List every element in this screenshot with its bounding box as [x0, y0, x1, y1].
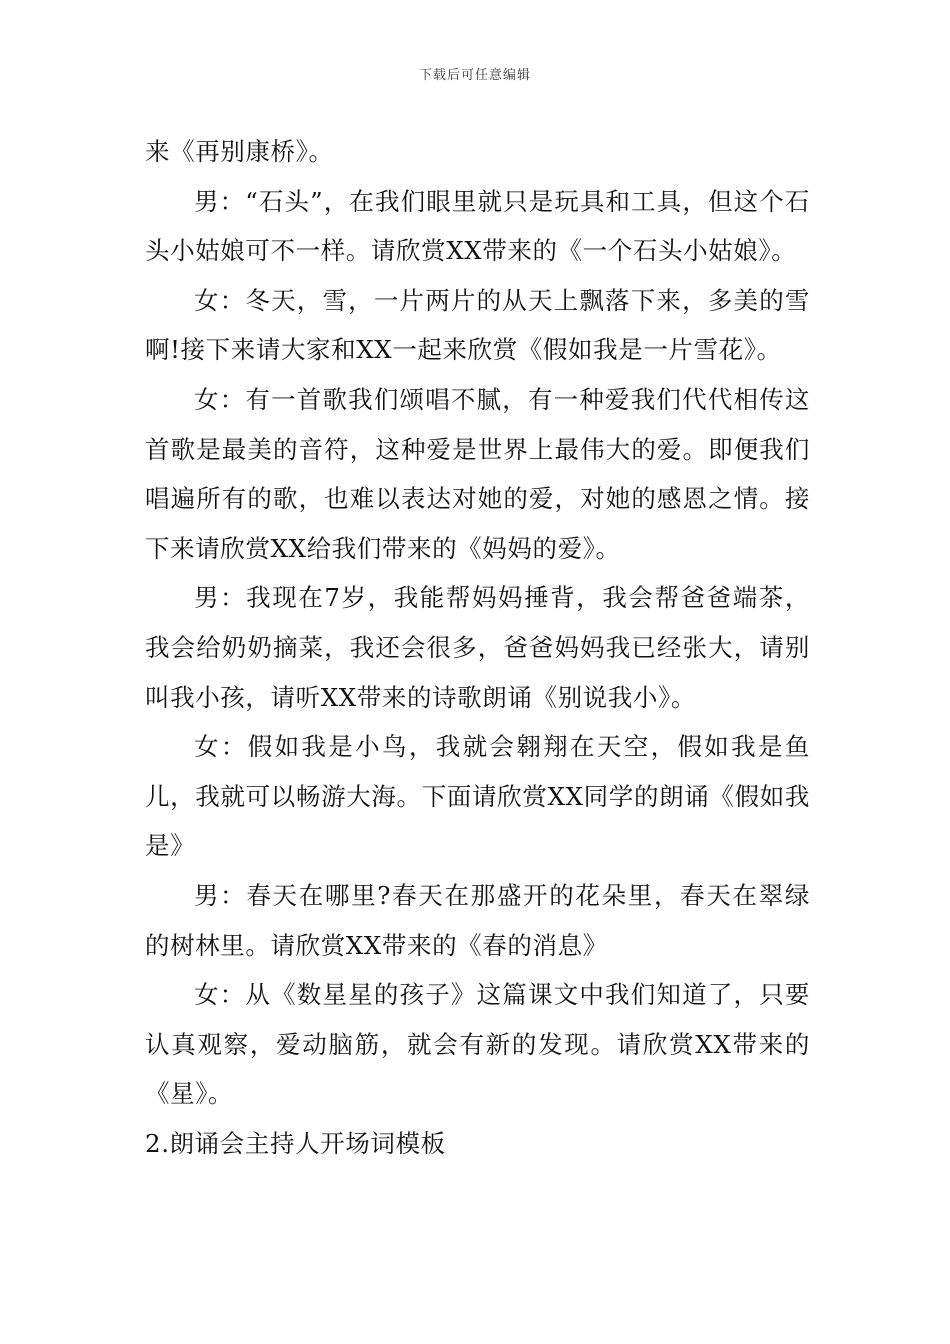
paragraph-7: 男：春天在哪里?春天在那盛开的花朵里，春天在翠绿的树林里。请欣赏XX带来的《春的消息》	[145, 880, 810, 960]
section-heading: 2.朗诵会主持人开场词模板	[145, 1128, 446, 1158]
paragraph-1: 来《再别康桥》。	[145, 137, 334, 166]
paragraph-6: 女：假如我是小鸟，我就会翱翔在天空，假如我是鱼儿，我就可以畅游大海。下面请欣赏XX同学的朗诵《假如我是》	[145, 732, 810, 861]
paragraph-3: 女：冬天，雪，一片两片的从天上飘落下来，多美的雪啊!接下来请大家和XX一起来欣赏《假如我是一片雪花》。	[145, 285, 810, 365]
paragraph-4: 女：有一首歌我们颂唱不腻，有一种爱我们代代相传这首歌是最美的音符，这种爱是世界上最伟大的爱。即便我们唱遍所有的歌，也难以表达对她的爱，对她的感恩之情。接下来请欣赏XX给我们带来的《妈妈的爱》。	[145, 384, 810, 563]
paragraph-8: 女：从《数星星的孩子》这篇课文中我们知道了，只要认真观察，爱动脑筋，就会有新的发现。请欣赏XX带来的《星》。	[145, 980, 810, 1109]
paragraph-5: 男：我现在7岁，我能帮妈妈捶背，我会帮爸爸端茶，我会给奶奶摘菜，我还会很多，爸爸妈妈我已经张大，请别叫我小孩，请听XX带来的诗歌朗诵《别说我小》。	[145, 583, 810, 712]
document-body	[145, 127, 810, 1168]
paragraph-2: 男：“石头”，在我们眼里就只是玩具和工具，但这个石头小姑娘可不一样。请欣赏XX带来的《一个石头小姑娘》。	[145, 186, 810, 266]
page-header: 下载后可任意编辑	[418, 68, 531, 83]
